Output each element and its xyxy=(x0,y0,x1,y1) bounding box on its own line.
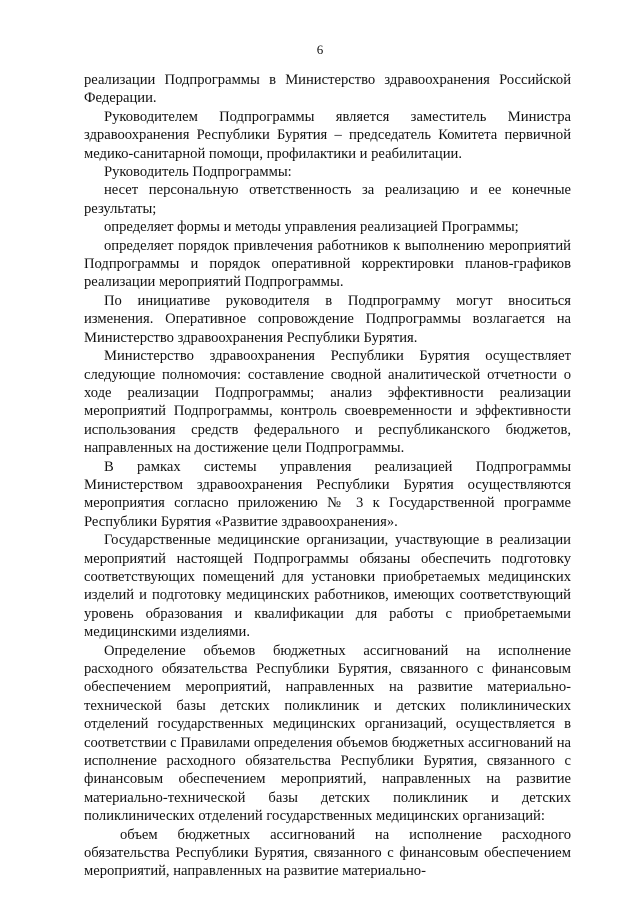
paragraph-budget-volume: объем бюджетных ассигнований на исполнение расходного обязательства Республики Бурятия, связанного с финансовым обеспечением мероприятий, направленных на развитие материально- xyxy=(84,826,571,880)
paragraph-budget-determination: Определение объемов бюджетных ассигнований на исполнение расходного обязательства Республики Бурятия, связанного с финансовым обеспечением мероприятий, направленных на развитие материально-технической базы детских поликлиник и детских поликлинических отделений государственных медицинских организаций, осуществляется в соответствии с Правилами определения объемов бюджетных ассигнований на исполнение расходного обязательства Республики Бурятия, связанного с финансовым обеспечением мероприятий, направленных на развитие материально-технической базы детских поликлиник и детских поликлинических отделений государственных медицинских организаций: xyxy=(84,642,571,825)
paragraph-changes-initiative: По инициативе руководителя в Подпрограмму могут вноситься изменения. Оперативное сопровождение Подпрограммы возлагается на Министерство здравоохранения Республики Бурятия. xyxy=(84,292,571,346)
paragraph-program-head: Руководителем Подпрограммы является заместитель Министра здравоохранения Республики Бурятия – председатель Комитета первичной медико-санитарной помощи, профилактики и реабилитации. xyxy=(84,108,571,162)
paragraph-duty-responsibility: несет персональную ответственность за реализацию и ее конечные результаты; xyxy=(84,182,571,217)
paragraph-head-duties-intro: Руководитель Подпрограммы: xyxy=(104,164,292,181)
page-number: 6 xyxy=(316,42,324,57)
document-body xyxy=(84,71,571,881)
paragraph-medical-organizations: Государственные медицинские организации, участвующие в реализации мероприятий настоящей Подпрограммы обязаны обеспечить подготовку соответствующих помещений для установки приобретаемых медицинских изделий и подготовку медицинских работников, имеющих соответствующий уровень образования и квалификации для работы с приобретаемыми медицинскими изделиями. xyxy=(84,532,571,641)
paragraph-duty-staff-involvement: определяет порядок привлечения работников к выполнению мероприятий Подпрограммы и порядок оперативной корректировки планов-графиков реализации мероприятий Подпрограммы. xyxy=(84,237,571,291)
paragraph-continuation: реализации Подпрограммы в Министерство здравоохранения Российской Федерации. xyxy=(84,72,571,107)
paragraph-ministry-powers: Министерство здравоохранения Республики Бурятия осуществляет следующие полномочия: составление сводной аналитической отчетности о ходе реализации Подпрограммы; анализ эффективности реализации мероприятий Подпрограммы, контроль своевременности и эффективности использования средств федерального и республиканского бюджетов, направленных на достижение цели Подпрограммы. xyxy=(84,348,571,457)
paragraph-duty-forms-methods: определяет формы и методы управления реализацией Программы; xyxy=(104,219,519,236)
paragraph-management-system: В рамках системы управления реализацией Подпрограммы Министерством здравоохранения Республики Бурятия осуществляются мероприятия согласно приложению № 3 к Государственной программе Республики Бурятия «Развитие здравоохранения». xyxy=(84,458,571,530)
